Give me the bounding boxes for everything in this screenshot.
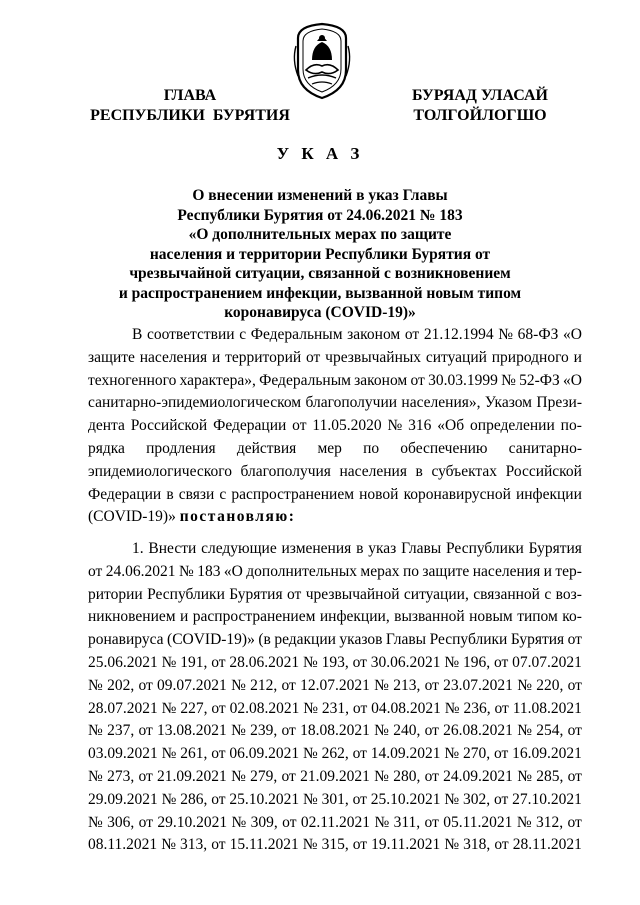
word: населения [472, 562, 541, 580]
word: № [88, 676, 103, 694]
word: 313, [180, 836, 208, 854]
word: 13.08.2021 [157, 722, 227, 740]
word: № [374, 676, 389, 694]
header-right [380, 86, 580, 126]
word: Российской [130, 417, 208, 435]
word: территорий [225, 348, 302, 366]
word: 240, [393, 722, 421, 740]
text-line [88, 789, 582, 812]
word: ко- [562, 608, 582, 626]
word: природного [491, 348, 569, 366]
resolution-keyword: постановляю: [179, 508, 296, 526]
word: эпидемиологического [88, 462, 232, 480]
word: 18.08.2021 [300, 722, 370, 740]
word: санитарно- [508, 439, 582, 457]
text-line [88, 834, 582, 857]
word: характера», [179, 371, 256, 389]
word: № [161, 653, 177, 671]
word: от [404, 326, 420, 343]
text-line [88, 720, 582, 743]
word: № [517, 676, 532, 694]
word: 14.09.2021 [370, 745, 441, 763]
word: Республики [429, 631, 508, 649]
word: от [424, 722, 439, 740]
word: 24.06.2021 [105, 562, 176, 580]
word: № [231, 767, 246, 785]
word: и [211, 348, 221, 366]
word: Бурятия [229, 585, 283, 603]
word: 236, [463, 699, 491, 717]
word: ронавируса [88, 631, 164, 649]
word: Главы [401, 540, 442, 557]
word: от [567, 767, 582, 785]
text-line [88, 370, 582, 393]
word: благополучии [305, 394, 398, 412]
word: ситуации, [403, 585, 469, 603]
word: Бурятия [528, 540, 582, 557]
coat-of-arms-emblem [290, 20, 354, 100]
word: населения», [401, 394, 481, 412]
word: инфекции [515, 485, 582, 503]
word: от [281, 676, 296, 694]
word: 24.09.2021 [443, 767, 513, 785]
word: 08.11.2021 [88, 836, 158, 854]
word: № [88, 767, 103, 785]
word: населения [139, 348, 208, 366]
word: соответствии [146, 326, 235, 343]
item-1-paragraph [88, 538, 582, 857]
word: от [493, 653, 509, 671]
word: в [356, 540, 364, 557]
word: от [352, 699, 368, 717]
decree-title [100, 186, 540, 323]
word: 191, [180, 653, 208, 671]
word: дента [88, 417, 125, 435]
word: от [424, 813, 439, 831]
word: 254, [536, 722, 564, 740]
word: № [231, 722, 246, 740]
word: 316 [408, 417, 432, 435]
word: № [444, 699, 460, 717]
word: 227, [180, 699, 208, 717]
text-line [88, 506, 582, 529]
word: от [352, 790, 367, 808]
word: новым [469, 608, 513, 626]
title-line: коронавируса (COVID-19)» [224, 304, 416, 321]
word: инфекции, [319, 608, 390, 626]
word: от [352, 836, 368, 854]
word: 25.06.2021 [88, 653, 158, 671]
word: «О [563, 371, 582, 389]
word: от [410, 371, 425, 389]
word: 29.10.2021 [157, 813, 228, 831]
word: 273, [107, 767, 135, 785]
word: Указом [484, 394, 532, 412]
word: с [219, 485, 227, 503]
text-line [88, 392, 582, 415]
text-line [88, 347, 582, 370]
word: № [444, 790, 460, 808]
word: 11.05.2020 [312, 417, 382, 435]
word: обеспечению [400, 439, 488, 457]
word: распространением [192, 608, 316, 626]
word: указ [368, 540, 397, 557]
word: от [138, 676, 153, 694]
word: воз- [555, 585, 582, 603]
word: от [287, 585, 302, 603]
word: чрезвычайной [305, 585, 400, 603]
word: 02.11.2021 [300, 813, 371, 831]
word: 311, [393, 813, 421, 831]
word: Бурятия [510, 631, 565, 649]
word: указов [339, 631, 383, 649]
word: и [543, 562, 552, 580]
word: санитарно-эпидемиологическом [88, 394, 302, 412]
header-right-line1: БУРЯАД УЛАСАЙ [412, 87, 548, 104]
text-line [88, 743, 582, 766]
title-line: чрезвычайной ситуации, связанной с возникновением [129, 265, 511, 282]
word: от [567, 631, 582, 649]
word: В [132, 326, 143, 343]
word: 220, [536, 676, 564, 694]
word: действия [236, 439, 297, 457]
word: ритории [88, 585, 143, 603]
word: 02.08.2021 [229, 699, 300, 717]
word: «О [223, 562, 243, 580]
word: 213, [393, 676, 421, 694]
word: 28.06.2021 [229, 653, 300, 671]
word: редакции [274, 631, 336, 649]
word: от [211, 745, 226, 763]
word: 309, [250, 813, 278, 831]
word: 315, [321, 836, 349, 854]
text-line [88, 652, 582, 675]
word: 302, [462, 790, 491, 808]
word: 07.07.2021 [512, 653, 582, 671]
word: 30.06.2021 [370, 653, 441, 671]
word: 28.07.2021 [88, 699, 158, 717]
word: от [211, 836, 226, 854]
word: № [517, 767, 532, 785]
text-line [88, 484, 582, 507]
word: 23.07.2021 [443, 676, 513, 694]
word: и [180, 608, 189, 626]
word: 301, [321, 790, 349, 808]
word: № [231, 676, 246, 694]
word: в [415, 462, 423, 480]
word: 21.09.2021 [157, 767, 227, 785]
word: определении [470, 417, 555, 435]
word: (COVID-19)» [167, 631, 255, 649]
title-line: Республики Бурятия от 24.06.2021 № 183 [177, 206, 463, 224]
text-line [88, 415, 582, 438]
word: дополнительных [246, 562, 357, 580]
word: № [444, 653, 460, 671]
word: № [88, 813, 103, 831]
word: № [517, 722, 532, 740]
word: от [567, 676, 582, 694]
text-line [88, 675, 582, 698]
word: Главы [385, 631, 427, 649]
word: 05.11.2021 [443, 813, 513, 831]
title-line: О внесении изменений в указ Главы [192, 187, 448, 204]
word: 280, [393, 767, 421, 785]
word: 21.09.2021 [300, 767, 370, 785]
word: от [282, 813, 297, 831]
word: Республики [446, 540, 524, 557]
word: ситуаций [425, 348, 487, 366]
word: 68-ФЗ [517, 326, 559, 343]
text-line [88, 438, 582, 461]
word: 09.07.2021 [157, 676, 227, 694]
word: 28.11.2021 [512, 836, 582, 854]
word: благополучия [240, 462, 331, 480]
word: от [494, 699, 509, 717]
word: защите [422, 562, 470, 580]
word: мер [317, 439, 342, 457]
text-line [88, 766, 582, 789]
word: 15.11.2021 [229, 836, 299, 854]
word: № [516, 813, 532, 831]
word: «О [563, 326, 582, 343]
word: 16.09.2021 [512, 745, 582, 763]
word: 06.09.2021 [229, 745, 300, 763]
word: законом [347, 326, 401, 343]
word: субъектах [431, 462, 497, 480]
word: от [88, 562, 103, 580]
word: коронавирусной [403, 485, 511, 503]
word: № [387, 417, 403, 435]
word: № [498, 326, 514, 343]
word: следующие [201, 540, 277, 557]
word: Федеральным [250, 326, 343, 343]
word: 312, [535, 813, 564, 831]
word: от [138, 722, 153, 740]
word: № [231, 813, 247, 831]
word: рядка [88, 439, 125, 457]
word: по [363, 439, 380, 457]
word: 52-ФЗ [519, 371, 560, 389]
preamble-paragraph [88, 324, 582, 529]
word: с [239, 326, 247, 343]
word: 03.09.2021 [88, 745, 158, 763]
word: № [374, 722, 389, 740]
word: от [211, 699, 226, 717]
header-left [90, 86, 290, 126]
word: техногенного [88, 371, 177, 389]
word: 286, [180, 790, 208, 808]
word: 1. [132, 540, 144, 557]
word: изменения [281, 540, 352, 557]
word: от [138, 767, 153, 785]
word: «Об [437, 417, 465, 435]
word: от [494, 836, 509, 854]
text-line [88, 461, 582, 484]
word: № [161, 790, 177, 808]
word: 196, [462, 653, 491, 671]
title-line: населения и территории Республики Бурятия от [149, 245, 491, 263]
word: 11.08.2021 [512, 699, 582, 717]
word: и [573, 348, 582, 366]
document-type: У К А З [276, 144, 364, 163]
word: вызванной [394, 608, 465, 626]
word: от [424, 676, 439, 694]
word: Прези- [536, 394, 582, 412]
word: от [493, 790, 509, 808]
word: от [567, 813, 582, 831]
word: защите [88, 348, 135, 366]
word: 25.10.2021 [229, 790, 300, 808]
word: 231, [321, 699, 350, 717]
word: 261, [180, 745, 208, 763]
word: № [178, 562, 194, 580]
word: 202, [107, 676, 135, 694]
word: № [444, 745, 460, 763]
word: от [281, 722, 296, 740]
word: 285, [536, 767, 564, 785]
title-line: «О дополнительных мерах по защите [188, 226, 452, 243]
text-line [88, 698, 582, 721]
preamble-last-text: (COVID-19)» [88, 508, 180, 526]
word: связанной [473, 585, 540, 603]
word: типом [517, 608, 558, 626]
word: от [211, 653, 226, 671]
word: чрезвычайных [325, 348, 422, 366]
word: от [281, 767, 296, 785]
word: от [306, 348, 321, 366]
word: 237, [107, 722, 135, 740]
word: № [303, 699, 318, 717]
word: мерах [360, 562, 400, 580]
word: продления [146, 439, 216, 457]
word: от [211, 790, 226, 808]
word: Российской [505, 462, 582, 480]
word: 270, [462, 745, 491, 763]
word: с [544, 585, 552, 603]
text-line [88, 812, 582, 835]
word: 21.12.1994 [423, 326, 494, 343]
text-line [88, 538, 582, 561]
word: № [302, 790, 318, 808]
word: Республики [147, 585, 225, 603]
word: 306, [107, 813, 135, 831]
word: связи [178, 485, 215, 503]
word: новой [359, 485, 399, 503]
text-line [88, 561, 582, 584]
word: законом [354, 371, 408, 389]
word: 04.08.2021 [371, 699, 441, 717]
word: Федерации [213, 417, 287, 435]
word: № [444, 836, 460, 854]
word: 25.10.2021 [370, 790, 441, 808]
text-line [88, 584, 582, 607]
word: от [138, 813, 153, 831]
word: Федеральным [259, 371, 351, 389]
header-right-line2: ТОЛГОЙЛОГШО [413, 107, 547, 124]
word: Федерации [88, 485, 162, 503]
word: от [292, 417, 307, 435]
word: от [352, 745, 367, 763]
word: по- [560, 417, 582, 435]
word: Внести [148, 540, 197, 557]
word: № [88, 722, 103, 740]
word: 212, [250, 676, 278, 694]
word: 27.10.2021 [512, 790, 582, 808]
word: от [424, 767, 439, 785]
word: № [302, 836, 318, 854]
word: 12.07.2021 [300, 676, 370, 694]
word: 193, [321, 653, 349, 671]
word: по [402, 562, 419, 580]
word: 26.08.2021 [443, 722, 513, 740]
header-left-line1: ГЛАВА [163, 87, 217, 104]
word: № [501, 371, 516, 389]
word: № [161, 836, 177, 854]
word: от [567, 722, 582, 740]
word: никновением [88, 608, 176, 626]
word: 30.03.1999 [428, 371, 498, 389]
word: № [302, 653, 318, 671]
word: 29.09.2021 [88, 790, 158, 808]
text-line [88, 606, 582, 629]
word: в [166, 485, 174, 503]
word: № [302, 745, 318, 763]
word: 239, [250, 722, 278, 740]
word: 183 [197, 562, 221, 580]
word: № [161, 699, 177, 717]
word: от [352, 653, 367, 671]
word: 19.11.2021 [371, 836, 441, 854]
word: № [374, 813, 390, 831]
word: 262, [321, 745, 349, 763]
word: 279, [250, 767, 278, 785]
word: № [161, 745, 177, 763]
word: населения [339, 462, 407, 480]
word: тер- [555, 562, 582, 580]
header-left-line2: РЕСПУБЛИКИ БУРЯТИЯ [90, 107, 290, 124]
title-line: и распространением инфекции, вызванной новым типом [118, 284, 522, 302]
word: от [493, 745, 509, 763]
word: распространением [231, 485, 355, 503]
word: № [374, 767, 389, 785]
word: (в [258, 631, 271, 649]
word: 318, [463, 836, 491, 854]
text-line [88, 324, 582, 347]
text-line [88, 629, 582, 652]
